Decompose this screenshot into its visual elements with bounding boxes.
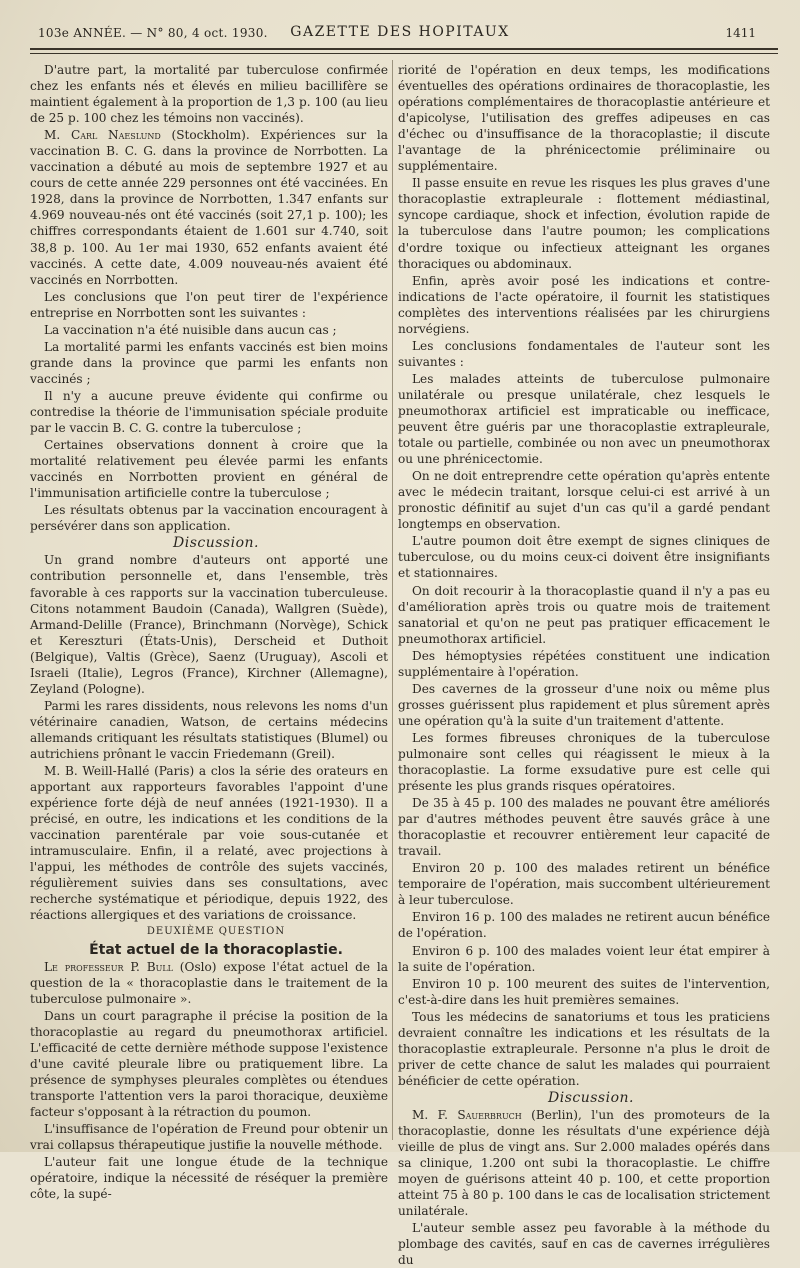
paragraph-text: (Oslo) expose l'état actuel de la question de la « thoracoplastie dans le traitement de la tuberculose pulmonaire ». — [30, 959, 388, 1006]
paragraph: Enfin, après avoir posé les indications et contre-indications de l'acte opératoire, il fournit les statistiques complètes des interventions réalisées par les chirurgiens norvégiens. — [398, 273, 770, 336]
section-heading-discussion: Discussion. — [548, 1089, 634, 1106]
paragraph: Environ 6 p. 100 des malades voient leur état empirer à la suite de l'opération. — [398, 943, 770, 974]
paragraph: L'auteur semble assez peu favorable à la méthode du plombage des cavités, sauf en cas de cavernes irrégulières du — [398, 1221, 770, 1268]
paragraph: Des hémoptysies répétées constituent une indication supplémentaire à l'opération. — [398, 648, 770, 679]
paragraph: On ne doit entreprendre cette opération qu'après entente avec le médecin traitant, lorsque celui-ci est arrivé à un pronostic définitif au sujet d'un cas qu'il a gardé pendant longtemps en observation. — [398, 469, 770, 532]
paragraph — [30, 959, 388, 1007]
column-divider — [392, 60, 393, 1140]
paragraph: Les conclusions que l'on peut tirer de l'expérience entreprise en Norrbotten sont les suivantes : — [30, 289, 388, 320]
paragraph: Les formes fibreuses chroniques de la tuberculose pulmonaire sont celles qui réagissent le mieux à la thoracoplastie. La forme exsudative pure est celle qui présente les plus grands risques opératoires. — [398, 730, 770, 794]
paragraph: Environ 16 p. 100 des malades ne retirent aucun bénéfice de l'opération. — [398, 910, 770, 941]
page-header — [0, 0, 800, 58]
header-rule-thin — [30, 53, 778, 54]
section-heading: État actuel de la thoracoplastie. — [89, 941, 343, 958]
paragraph: Des cavernes de la grosseur d'une noix ou même plus grosses guérissent plus rapidement et plus sûrement après une opération qu'à la suite d'un traitement d'attente. — [398, 681, 770, 728]
paragraph: Il passe ensuite en revue les risques les plus graves d'une thoracoplastie extrapleurale : flottement médiastinal, syncope cardiaque, shock et infection, évolution rapide de la tuberculose dans l'autre poumon; les complications d'ordre toxique ou infectieux atteignant les organes thoraciques ou abdominaux. — [398, 176, 770, 271]
paragraph: Environ 20 p. 100 des malades retirent un bénéfice temporaire de l'opération, mais succombent ultérieurement à leur tuberculose. — [398, 861, 770, 908]
left-column — [30, 62, 388, 1202]
paragraph: L'insuffisance de l'opération de Freund pour obtenir un vrai collapsus thérapeutique justifie la nouvelle méthode. — [30, 1122, 388, 1153]
page-number: 1411 — [725, 26, 756, 40]
paragraph: Les résultats obtenus par la vaccination encouragent à persévérer dans son application. — [30, 503, 388, 534]
question-label: DEUXIÈME QUESTION — [146, 926, 286, 938]
publication-title: GAZETTE DES HOPITAUX — [290, 24, 510, 40]
paragraph: La vaccination n'a été nuisible dans aucun cas ; — [44, 322, 337, 337]
section-heading-discussion: Discussion. — [173, 535, 259, 552]
paragraph: Les malades atteints de tuberculose pulmonaire unilatérale ou presque unilatérale, chez lesquels le pneumothorax artificiel est impraticable ou inefficace, peuvent être guéris par une thoracoplastie extrapleurale, totale ou partielle, combinée ou non avec un pneumothorax ou une phrénicectomie. — [398, 371, 770, 467]
paragraph-text: (Stockholm). Expériences sur la vaccination B. C. G. dans la province de Norrbotten. La vaccination a débuté au mois de septembre 1927 et au cours de cette année 229 personnes ont été vaccinées. En 1928, dans la province de Norrbotten, 1.347 enfants sur 4.969 nouveau-nés ont été vaccinés (soit 27,1 p. 100); les chiffres correspondants étaient de 1.601 sur 4.740, soit 38,8 p. 100. Au 1er mai 1930, 652 enfants avaient été vaccinés. A cette date, 4.009 nouveau-nés avaient été vaccinés en Norrbotten. — [30, 128, 388, 287]
header-rule-thick — [30, 48, 778, 50]
paragraph: Certaines observations donnent à croire que la mortalité relativement peu élevée parmi les enfants vaccinés en Norrbotten provient en général de l'immunisation artificielle contre la tuberculose ; — [30, 438, 388, 501]
paragraph: L'autre poumon doit être exempt de signes cliniques de tuberculose, ou du moins ceux-ci doivent être insignifiants et stationnaires. — [398, 534, 770, 581]
author-name: M. F. Sauerbruch — [412, 1108, 522, 1122]
author-name: M. Carl Naeslund — [44, 128, 161, 143]
paragraph: Environ 10 p. 100 meurent des suites de l'intervention, c'est-à-dire dans les huit premières semaines. — [398, 976, 770, 1007]
paragraph: Les conclusions fondamentales de l'auteur sont les suivantes : — [398, 338, 770, 369]
right-column — [398, 62, 770, 1268]
paragraph-text: (Berlin), l'un des promoteurs de la thoracoplastie, donne les résultats d'une expérience déjà vieille de plus de vingt ans. Sur 2.000 malades opérés dans sa clinique, 1.200 ont subi la thoracoplastie. Le chiffre moyen de guérisons atteint 40 p. 100, et cette proportion atteint 75 à 80 p. 100 dans le cas de localisation strictement unilatérale. — [398, 1108, 770, 1219]
issue-info: 103e ANNÉE. — N° 80, 4 oct. 1930. — [38, 26, 268, 40]
paragraph: Un grand nombre d'auteurs ont apporté une contribution personnelle et, dans l'ensemble, très favorable à ces rapports sur la vaccination tuberculeuse. Citons notamment Baudoin (Canada), Wallgren (Suède), Armand-Delille (France), Brinchmann (Norvège), Schick et Kereszturi (États-Unis), Derscheid et Duthoit (Belgique), Valtis (Grèce), Saenz (Uruguay), Ascoli et Israeli (Italie), Legros (France), Kirchner (Allemagne), Zeyland (Pologne). — [30, 553, 388, 696]
paragraph: La mortalité parmi les enfants vaccinés est bien moins grande dans la province que parmi les enfants non vaccinés ; — [30, 339, 388, 386]
paragraph — [398, 1107, 770, 1219]
paragraph: riorité de l'opération en deux temps, les modifications éventuelles des opérations ordinaires de thoracoplastie, les opérations complémentaires de thoracoplastie antérieure et d'apicolyse, l'utilisation des greffes adipeuses en cas d'échec ou d'insuffisance de la thoracoplastie; il discute l'avantage de la phrénicectomie préliminaire ou supplémentaire. — [398, 63, 770, 174]
paragraph — [30, 127, 388, 287]
paragraph: Dans un court paragraphe il précise la position de la thoracoplastie au regard du pneumothorax artificiel. L'efficacité de cette dernière méthode suppose l'existence d'une cavité pleurale libre ou pratiquement libre. La présence de symphyses pleurales complètes ou étendues transporte l'attention vers la paroi thoracique, deuxième facteur s'opposant à la rétraction du poumon. — [30, 1008, 388, 1119]
paragraph: De 35 à 45 p. 100 des malades ne pouvant être améliorés par d'autres méthodes peuvent être sauvés grâce à une thoracoplastie et recouvrer entièrement leur capacité de travail. — [398, 796, 770, 859]
paragraph: Il n'y a aucune preuve évidente qui confirme ou contredise la théorie de l'immunisation spéciale produite par le vaccin B. C. G. contre la tuberculose ; — [30, 388, 388, 436]
author-name: Le professeur P. Bull — [44, 959, 173, 974]
paragraph: On doit recourir à la thoracoplastie quand il n'y a pas eu d'amélioration après trois ou quatre mois de traitement sanatorial et qu'on ne peut pas pratiquer efficacement le pneumothorax artificiel. — [398, 583, 770, 646]
paragraph: M. B. Weill-Hallé (Paris) a clos la série des orateurs en apportant aux rapporteurs favorables l'appoint d'une expérience forte déjà de neuf années (1921-1930). Il a précisé, en outre, les indications et les conditions de la vaccination parentérale par voie sous-cutanée et intramusculaire. Enfin, il a relaté, avec projections à l'appui, les méthodes de contrôle des sujets vaccinés, régulièrement suivies dans ses consultations, avec recherche systématique et périodique, depuis 1922, des réactions allergiques et des variations de croissance. — [30, 764, 388, 923]
paragraph: Parmi les rares dissidents, nous relevons les noms d'un vétérinaire canadien, Watson, de certains médecins allemands critiquant les résultats statistiques (Blumel) ou autrichiens prônant le vaccin Friedemann (Greil). — [30, 698, 388, 761]
paragraph: Tous les médecins de sanatoriums et tous les praticiens devraient connaître les indications et les résultats de la thoracoplastie extrapleurale. Personne n'a plus le droit de priver de cette chance de salut les malades qui pourraient bénéficier de cette opération. — [398, 1009, 770, 1088]
paragraph: L'auteur fait une longue étude de la technique opératoire, indique la nécessité de réséquer la première côte, la supé- — [30, 1155, 388, 1202]
paragraph: D'autre part, la mortalité par tuberculose confirmée chez les enfants nés et élevés en milieu bacillifère se maintient également à la proportion de 1,3 p. 100 (au lieu de 25 p. 100 chez les témoins non vaccinés). — [30, 63, 388, 126]
